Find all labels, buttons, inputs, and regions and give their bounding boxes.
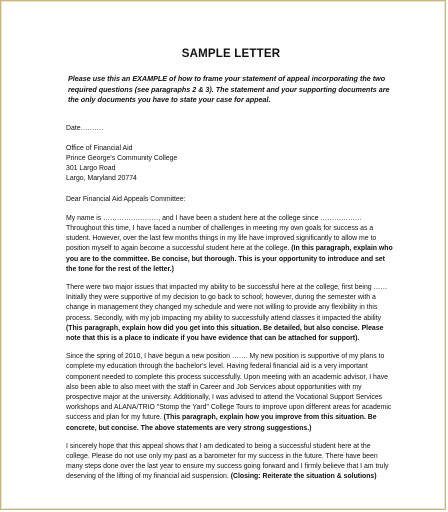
- body-paragraph-2: [66, 283, 396, 344]
- address-line: Largo, Maryland 20774: [66, 175, 137, 183]
- recipient-address: [66, 144, 396, 185]
- date-line: Date……….: [66, 124, 104, 132]
- intro-instructions: Please use this an EXAMPLE of how to frame your statement of appeal incorporating the two required questions (see paragraphs 2 & 3). The statement and your supporting documents are the only documents you have to state your case for appeal.: [68, 74, 390, 104]
- paragraph-guidance: (In this paragraph, explain who you are to the committee. Be concise, but thorough. This is your opportunity to introduce and set the tone for the rest of the letter.): [66, 245, 393, 273]
- address-line: Office of Financial Aid: [66, 144, 133, 152]
- address-line: 301 Largo Road: [66, 165, 116, 173]
- paragraph-text: There were two major issues that impacted my ability to be successful here at the college, first being …… Initially they were supportive of my decision to go back to school; however, during the semester with a change in management they changed my schedule and were not willing to provide any flexibility in this process. Secondly, with my job impacting my ability to successfully attend classes it impacted the ability: [66, 283, 388, 322]
- paragraph-guidance: (This paragraph, explain how did you get into this situation. Be detailed, but also concise. Please note that this is a place to indicate if you have evidence that can be attached for support).: [66, 324, 384, 342]
- address-line: Prince George's Community College: [66, 154, 178, 162]
- body-paragraph-4: [66, 442, 396, 483]
- letter-page: [66, 30, 396, 491]
- paragraph-text: I sincerely hope that this appeal shows that I am dedicated to being a successful student here at the college. Please do not use only my past as a barometer for my success in the future. There have been many steps done over the last year to ensure my success going forward and I firmly believe that I am truly deserving of the lifting of my financial aid suspension.: [66, 442, 389, 481]
- paragraph-text: Since the spring of 2010, I have begun a new position ……. My new position is supportive of my plans to complete my education through the bachelor's level. Having federal financial aid is a very important component needed to complete this process successfully. Upon meeting with an academic advisor, I have also been able to also meet with the staff in Career and Job Services about opportunities with my prospective major at the university. Additionally, I was advised to attend the Vocational Support Services workshops and ALANA/TRIO "Stomp the Yard" College Tours to improve upon different areas for academic success and plan for my future.: [66, 353, 392, 422]
- page-title: SAMPLE LETTER: [181, 48, 281, 60]
- salutation: Dear Financial Aid Appeals Committee:: [66, 195, 186, 203]
- paragraph-guidance: (Closing: Reiterate the situation & solutions): [230, 473, 377, 481]
- paragraph-guidance: (This paragraph, explain how you improve from this situation. Be concrete, but concise. The above statements are very strong suggestions.): [66, 414, 377, 432]
- paragraph-text: My name is ……………………, and I have been a student here at the college since ……………… Throughout this time, I have faced a number of challenges in meeting my own goals for success as a student. However, over the last few months things in my life have improved significantly to allow me to position myself to again become a successful student here at the college.: [66, 214, 377, 253]
- body-paragraph-3: [66, 352, 396, 434]
- body-paragraph-1: [66, 214, 396, 275]
